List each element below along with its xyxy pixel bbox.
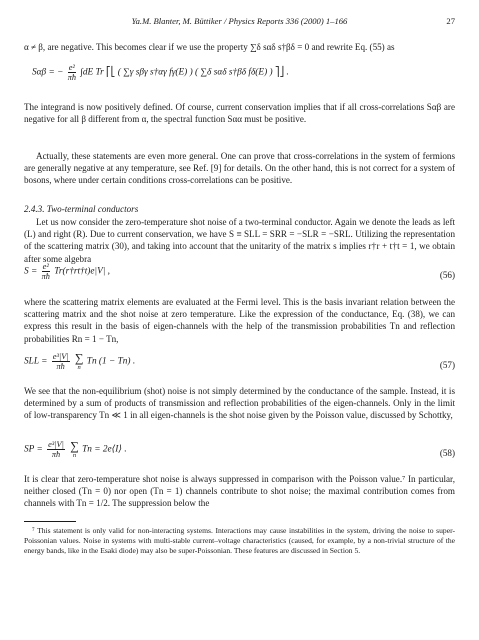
paragraph-2: The integrand is now positively defined. Of course, current conservation implies that if all cross-correlations Sαβ are negative for all β different from α, the spectral function Sαα must be positive. <box>24 102 455 125</box>
eq57-numerator: e³|V| <box>52 352 69 361</box>
eq57-lhs: SLL = <box>24 356 48 367</box>
eq57-sum <box>74 350 84 371</box>
eq58-body: Tn = 2e⟨I⟩ . <box>82 444 127 455</box>
eq-sab-fraction <box>68 63 76 82</box>
paragraph-5: where the scattering matrix elements are evaluated at the Fermi level. This is the basis invariant relation between the scattering matrix and the shot noise at zero temperature. Like the expression of the conductance, Eq. (38), we can express this result in the basis of eigen-channels with the help of the transmission probabilities Tn and reflection probabilities Rn = 1 − Tn, <box>24 297 455 344</box>
paragraph-1: α ≠ β, are negative. This becomes clear if we use the property ∑δ sαδ s†βδ = 0 and rewrite Eq. (55) as <box>24 42 395 52</box>
eq58-sum-index: n <box>72 451 77 459</box>
eq56-numerator: e² <box>42 262 49 271</box>
eq56-body: Tr(r†rt†t)e|V| , <box>54 266 110 277</box>
paragraph-3: Actually, these statements are even more general. One can prove that cross-correlations in the system of fermions are generally negative at any temperature, see Ref. [9] for details. On the other hand, this is not correct for a system of bosons, where under certain conditions cross-correlations can be positive. <box>24 151 455 186</box>
eq57-body: Tn (1 − Tn) . <box>86 356 136 367</box>
eq57-fraction <box>52 352 70 371</box>
footnote-7: ⁷ This statement is only valid for non-interacting systems. Interactions may cause instabilities in the system, driving the noise to super-Poissonian values. Noise in systems with multi-stable current–voltage characteristics (caused, for example, by a non-trivial structure of the energy bands, like in the Esaki diode) may also be super-Poissonian. These features are discussed in Section 5. <box>24 526 455 556</box>
eq58-number: (58) <box>439 448 455 458</box>
equation-56 <box>24 262 455 292</box>
paragraph-6: We see that the non-equilibrium (shot) noise is not simply determined by the conductance of the sample. Instead, it is determined by a sum of products of transmission and reflection probabilities of the eigen-channels. Only in the limit of low-transparency Tn ≪ 1 in all eigen-channels is the shot noise given by the Poisson value, discussed by Schottky, <box>24 386 455 421</box>
eq56-number: (56) <box>439 270 455 280</box>
header-title: Ya.M. Blanter, M. Büttiker / Physics Reports 336 (2000) 1–166 <box>131 16 348 26</box>
eq58-fraction <box>47 440 65 459</box>
eq-sab-body: ∫dE Tr ⎡⎣ ( ∑γ sβγ s†αγ fγ(E) ) ( ∑δ sαδ s†βδ fδ(E) ) ⎤⎦ . <box>80 67 289 78</box>
eq-sab-numerator: e² <box>68 63 75 72</box>
eq56-fraction <box>42 262 50 281</box>
section-heading: 2.4.3. Two-terminal conductors <box>24 204 139 214</box>
journal-page <box>24 0 455 640</box>
equation-s-alpha-beta <box>24 63 455 93</box>
eq56-lhs: S = <box>24 266 38 277</box>
eq57-number: (57) <box>439 360 455 370</box>
equation-58 <box>24 440 455 470</box>
paragraph-7: It is clear that zero-temperature shot noise is always suppressed in comparison with the Poisson value.⁷ In particular, neither closed (Tn = 0) nor open (Tn = 1) channels contribute to shot noise; the maximal contribution comes from channels with Tn = 1/2. The suppression below the <box>24 474 455 509</box>
eq57-sum-sign: ∑ <box>74 350 84 365</box>
equation-57 <box>24 352 455 382</box>
page-number: 27 <box>446 16 455 26</box>
eq56-denominator: πħ <box>41 272 50 281</box>
eq58-sum <box>70 438 79 459</box>
eq57-denominator: πħ <box>56 362 65 371</box>
eq58-lhs: SP = <box>24 444 43 455</box>
eq-sab-lhs: Sαβ = − <box>32 67 64 78</box>
eq57-sum-index: n <box>77 363 81 371</box>
running-header <box>24 16 455 28</box>
footnote-rule <box>24 521 76 522</box>
eq58-numerator: e³|V| <box>48 440 64 449</box>
paragraph-4: Let us now consider the zero-temperature shot noise of a two-terminal conductor. Again we denote the leads as left (L) and right (R). Due to current conservation, we have S ≡ SLL = SRR = −SLR = −SRL. Utilizing the representation of the scattering matrix (30), and taking into account that the unitarity of the matrix s implies r†r + t†t = 1, we obtain after some algebra <box>24 217 455 264</box>
eq-sab-denominator: πħ <box>67 73 76 82</box>
eq58-sum-sign: ∑ <box>70 438 79 453</box>
eq58-denominator: πħ <box>51 450 61 459</box>
